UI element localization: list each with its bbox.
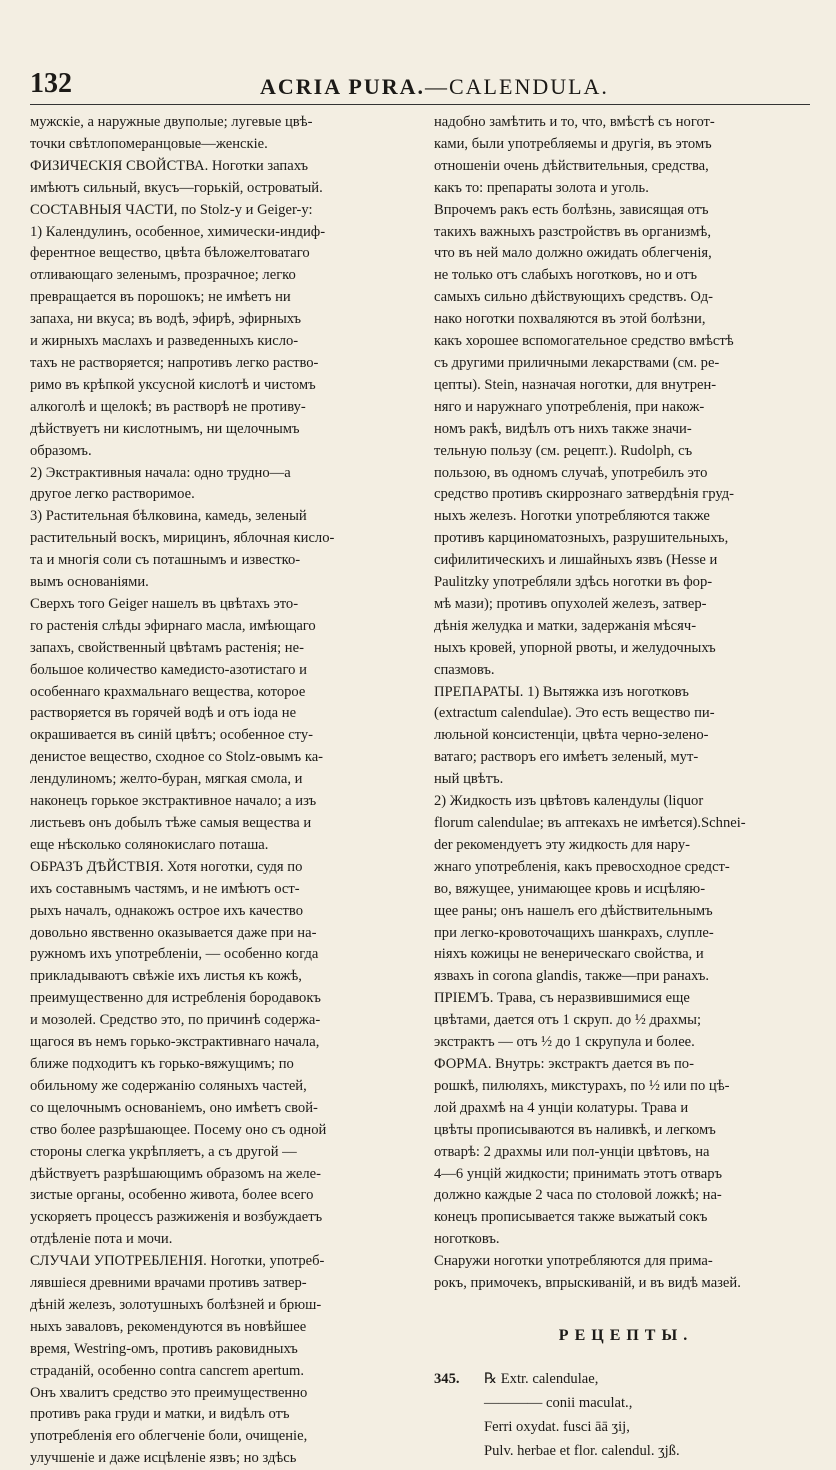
text-line: противъ рака груди и матки, и видѣлъ отъ	[30, 1406, 290, 1423]
text-line: цепты). Stein, назначая ноготки, для внутрен-	[434, 376, 717, 393]
text-line: нако ноготки похваляются въ этой болѣзни,	[434, 311, 706, 328]
text-line: тахъ не растворяется; напротивъ легко раство-	[30, 354, 319, 371]
text-line: ватаго; растворъ его имѣетъ зеленый, мут-	[434, 749, 699, 766]
text-line: пользою, въ одномъ случаѣ, употребилъ это	[434, 464, 708, 481]
text-line: ПРЕПАРАТЫ. 1) Вытяжка изъ ноготковъ	[434, 683, 689, 700]
text-line: тельную пользу (см. рецепт.). Rudolph, съ	[434, 442, 693, 459]
text-line: рокъ, примочекъ, впрыскиваній, и въ видѣ мазей.	[434, 1275, 741, 1292]
text-line: ближе подходитъ къ горько-вяжущимъ; по	[30, 1055, 294, 1072]
text-line: какъ то: препараты золота и уголь.	[434, 179, 649, 196]
text-line: окрашивается въ синій цвѣтъ; особенное сту-	[30, 727, 314, 744]
text-line: ПРІЕМЪ. Трава, съ неразвившимися еще	[434, 990, 690, 1007]
text-line: няго и наружнаго употребленія, при накож-	[434, 398, 705, 415]
text-line: еще нѣсколько солянокислаго поташа.	[30, 836, 269, 853]
text-line: большое количество камедисто-азотистаго и	[30, 661, 307, 678]
text-line: не только отъ слабыхъ ноготковъ, но и отъ	[434, 267, 698, 284]
text-line: ныхъ кровей, упорной рвоты, и желудочныхъ	[434, 639, 716, 656]
text-line: растительный воскъ, мирицинъ, яблочная кисло-	[30, 530, 335, 547]
text-line: ускоряетъ процессъ разжиженія и возбуждаетъ	[30, 1209, 323, 1226]
text-line: рыхъ началъ, однакожъ острое ихъ качество	[30, 902, 303, 919]
text-line: запаха, ни вкуса; въ водѣ, эфирѣ, эфирныхъ	[30, 311, 302, 328]
text-line: прикладываютъ свѣжіе ихъ листья къ кожѣ,	[30, 968, 302, 985]
text-line: люльной консистенціи, цвѣта черно-зелено-	[434, 727, 709, 744]
text-line: Онъ хвалитъ средство это преимущественно	[30, 1384, 308, 1401]
text-line: 2) Экстрактивныя начала: одно трудно—а	[30, 464, 291, 481]
text-line: 4—6 унцій жидкости; принимать этотъ отваръ	[434, 1165, 723, 1182]
text-line: ныхъ железъ. Ноготки употребляются также	[434, 508, 710, 525]
text-line: лявшіеся древними врачами противъ затвер-	[30, 1275, 307, 1292]
recipes-heading: РЕЦЕПТЫ.	[558, 1326, 694, 1344]
text-line: листьевъ онъ добылъ тѣже самыя вещества и	[30, 815, 312, 831]
text-line: точки свѣтлопомеранцовые—женскіе.	[30, 135, 268, 152]
text-line: номъ ракѣ, видѣлъ отъ нихъ также значи-	[434, 420, 692, 437]
text-line: и мозолей. Средство это, по причинѣ содержа-	[30, 1012, 321, 1029]
text-line: экстрактъ — отъ ½ до 1 скрупула и более.	[434, 1034, 695, 1051]
text-line: какъ хорошее вспомогательное средство вмѣстѣ	[434, 333, 734, 350]
text-line: дѣйствуетъ разрѣшающимъ образомъ на желе-	[30, 1165, 321, 1182]
text-line: рошкѣ, пилюляхъ, микстурахъ, по ½ или по цѣ-	[434, 1077, 730, 1094]
text-line: ный цвѣтъ.	[434, 771, 504, 788]
text-line: время, Westring-омъ, противъ раковидныхъ	[30, 1340, 298, 1357]
text-line: превращается въ порошокъ; не имѣетъ ни	[30, 289, 291, 306]
text-line: запахъ, свойственный цвѣтамъ растенія; не-	[30, 639, 304, 656]
text-line: Сверхъ того Geiger нашелъ въ цвѣтахъ это-	[30, 595, 299, 612]
text-line: щее раны; онъ нашелъ его дѣйствительнымъ	[434, 902, 713, 919]
recipe-line	[434, 1415, 818, 1439]
text-line: растворяется въ горячей водѣ и отъ іода не	[30, 705, 297, 722]
text-line: особеннаго крахмальнаго вещества, которое	[30, 683, 306, 700]
text-line: СЛУЧАИ УПОТРЕБЛЕНІЯ. Ноготки, употреб-	[30, 1253, 325, 1270]
text-line: средство противъ скиррознаго затвердѣнія груд-	[434, 486, 735, 503]
text-line: такихъ важныхъ разстройствъ въ организмѣ,	[434, 223, 711, 240]
text-line: цвѣты прописываются въ наливкѣ, и легкомъ	[434, 1121, 716, 1138]
recipe-line	[434, 1391, 818, 1415]
text-line: со щелочнымъ основаніемъ, оно имѣетъ свой-	[30, 1099, 318, 1116]
running-head-rest: CALENDULA.	[449, 74, 609, 99]
recipe-number	[434, 1391, 474, 1415]
text-line: сифилитическихъ и лишайныхъ язвъ (Hesse и	[434, 552, 718, 569]
text-line: лой драхмѣ на 4 унціи колатуры. Трава и	[434, 1099, 689, 1116]
text-line: при легко-кровоточащихъ шанкрахъ, слупле-	[434, 924, 714, 941]
text-line: Впрочемъ ракъ есть болѣзнь, зависящая отъ	[434, 201, 709, 218]
recipe-line	[434, 1439, 818, 1463]
header-rule	[30, 104, 810, 105]
left-column	[30, 112, 413, 1470]
text-line: ніяхъ кожицы не венерическаго свойства, и	[434, 946, 704, 963]
page-number: 132	[30, 68, 72, 99]
text-line: ками, были употребляемы и другія, въ этомъ	[434, 135, 712, 152]
text-line: дѣній железъ, золотушныхъ болѣзней и брюш-	[30, 1296, 322, 1313]
text-line: страданій, особенно contra cancrem apertum.	[30, 1362, 305, 1379]
text-line: римо въ крѣпкой уксусной кислотѣ и чистомъ	[30, 376, 316, 393]
text-line: мѣ мази); противъ опухолей железъ, затвер-	[434, 595, 707, 612]
text-line: алкоголѣ и щелокѣ; въ растворѣ не противу-	[30, 398, 306, 415]
recipe-text: Pulv. herbae et flor. calendul. ʒjß.	[484, 1442, 680, 1459]
text-line: самыхъ сильно дѣйствующихъ средствъ. Од-	[434, 289, 714, 306]
text-line: употребленія его облегченіе боли, очищеніе,	[30, 1428, 308, 1445]
text-line: имѣютъ сильный, вкусъ—горькій, островатый.	[30, 179, 323, 196]
text-line: отношеніи очень дѣйствительныя, средства,	[434, 157, 709, 174]
text-line: надобно замѣтить и то, что, вмѣстѣ съ ногот-	[434, 114, 715, 130]
text-line: 1) Календулинъ, особенное, химически-индиф-	[30, 223, 326, 240]
text-line: (extractum calendulae). Это есть вещество пи-	[434, 705, 715, 722]
text-line: спазмовъ.	[434, 661, 495, 678]
text-line: ФОРМА. Внутрь: экстрактъ дается въ по-	[434, 1055, 694, 1072]
text-line: Снаружи ноготки употребляются для прима-	[434, 1253, 713, 1270]
text-line: язвахъ in corona glandis, также—при ранахъ.	[434, 968, 710, 985]
recipe-line	[434, 1367, 818, 1391]
text-line: 2) Жидкость изъ цвѣтовъ календулы (liquor	[434, 793, 704, 810]
text-line: преимущественно для истребленія бородавокъ	[30, 990, 321, 1007]
recipe-number	[434, 1439, 474, 1463]
text-line: мужскіе, а наружные двуполые; лугевые цвѣ-	[30, 114, 313, 130]
text-line: съ другими приличными лекарствами (см. ре-	[434, 354, 720, 371]
text-line: дѣнія желудка и матки, задержанія мѣсяч-	[434, 617, 697, 634]
text-line: цвѣтами, дается отъ 1 скруп. до ½ драхмы;	[434, 1012, 702, 1029]
text-line: ихъ составнымъ частямъ, и не имѣютъ ост-	[30, 880, 300, 897]
text-line: СОСТАВНЫЯ ЧАСТИ, по Stolz-у и Geiger-у:	[30, 201, 313, 218]
text-line: Paulitzky употребляли здѣсь ноготки въ фор-	[434, 574, 713, 591]
text-line: ство более разрѣшающее. Посему оно съ одной	[30, 1121, 327, 1138]
text-line: должно каждые 2 часа по столовой ложкѣ; на-	[434, 1187, 722, 1204]
text-line: дѣйствуетъ ни кислотнымъ, ни щелочнымъ	[30, 420, 300, 437]
text-line: го растенія слѣды эфирнаго масла, имѣющаго	[30, 617, 316, 634]
text-line: лендулиномъ; желто-буран, мягкая смола, и	[30, 771, 303, 788]
text-line: щагося въ немъ горько-экстрактивнаго начала,	[30, 1034, 320, 1051]
text-line: der рекомендуетъ эту жидкость для нару-	[434, 836, 691, 853]
recipe-text: Ferri oxydat. fusci āā ʒij,	[484, 1418, 630, 1435]
text-line: ФИЗИЧЕСКІЯ СВОЙСТВА. Ноготки запахъ	[30, 157, 308, 174]
text-line: во, вяжущее, унимающее кровь и исцѣляю-	[434, 880, 706, 897]
text-line: улучшеніе и даже исцѣленіе язвъ; но здѣсь	[30, 1450, 297, 1467]
recipe-text: ———— conii maculat.,	[484, 1394, 633, 1411]
text-line: та и многія соли съ поташнымъ и известко-	[30, 552, 301, 569]
recipe-block	[434, 1367, 818, 1463]
text-line: florum calendulae; въ аптекахъ не имѣется).Schnei-	[434, 815, 746, 831]
recipe-number	[434, 1415, 474, 1439]
text-line: ферентное вещество, цвѣта бѣложелтоватаго	[30, 245, 310, 262]
text-line: конецъ прописывается также выжатый сокъ	[434, 1209, 708, 1226]
text-line: ныхъ заваловъ, рекомендуются въ новѣйшее	[30, 1318, 307, 1335]
text-line: противъ карциноматозныхъ, разрушительныхъ,	[434, 530, 729, 547]
text-line: денистое вещество, сходное со Stolz-овымъ ка-	[30, 749, 324, 766]
text-line: зистые органы, особенно живота, более всего	[30, 1187, 314, 1204]
text-line: ноготковъ.	[434, 1231, 500, 1248]
running-head: ACRIA PURA.—CALENDULA.	[260, 74, 609, 99]
text-line: что въ ней мало должно ожидать облегченія,	[434, 245, 712, 262]
text-line: отварѣ: 2 драхмы или пол-унціи цвѣтовъ, на	[434, 1143, 710, 1160]
text-line: отливающаго зеленымъ, прозрачное; легко	[30, 267, 296, 284]
text-line: довольно явственно оказывается даже при на-	[30, 924, 317, 941]
text-line: стороны слегка укрѣпляетъ, а съ другой —	[30, 1143, 297, 1160]
recipe-text: ℞ Extr. calendulae,	[484, 1370, 599, 1387]
text-line: 3) Растительная бѣлковина, камедь, зеленый	[30, 508, 307, 525]
text-line: обильному же содержанію соляныхъ частей,	[30, 1077, 307, 1094]
text-line: ОБРАЗЪ ДѢЙСТВІЯ. Хотя ноготки, судя по	[30, 858, 303, 875]
text-line: и жирныхъ маслахъ и разведенныхъ кисло-	[30, 333, 299, 350]
running-head-bold: ACRIA PURA.	[260, 74, 425, 99]
text-line: жнаго употребленія, какъ превосходное средст-	[434, 858, 730, 875]
recipe-number: 345.	[434, 1370, 460, 1387]
text-line: наконецъ горькое экстрактивное начало; а изъ	[30, 793, 317, 810]
text-line: отдѣленіе пота и мочи.	[30, 1231, 173, 1248]
text-line: другое легко растворимое.	[30, 486, 195, 503]
right-column	[434, 112, 818, 1463]
page-header	[30, 64, 810, 104]
text-line: образомъ.	[30, 442, 92, 459]
text-line: ружномъ ихъ употребленіи, — особенно когда	[30, 946, 319, 963]
text-line: вымъ основаніями.	[30, 574, 149, 591]
